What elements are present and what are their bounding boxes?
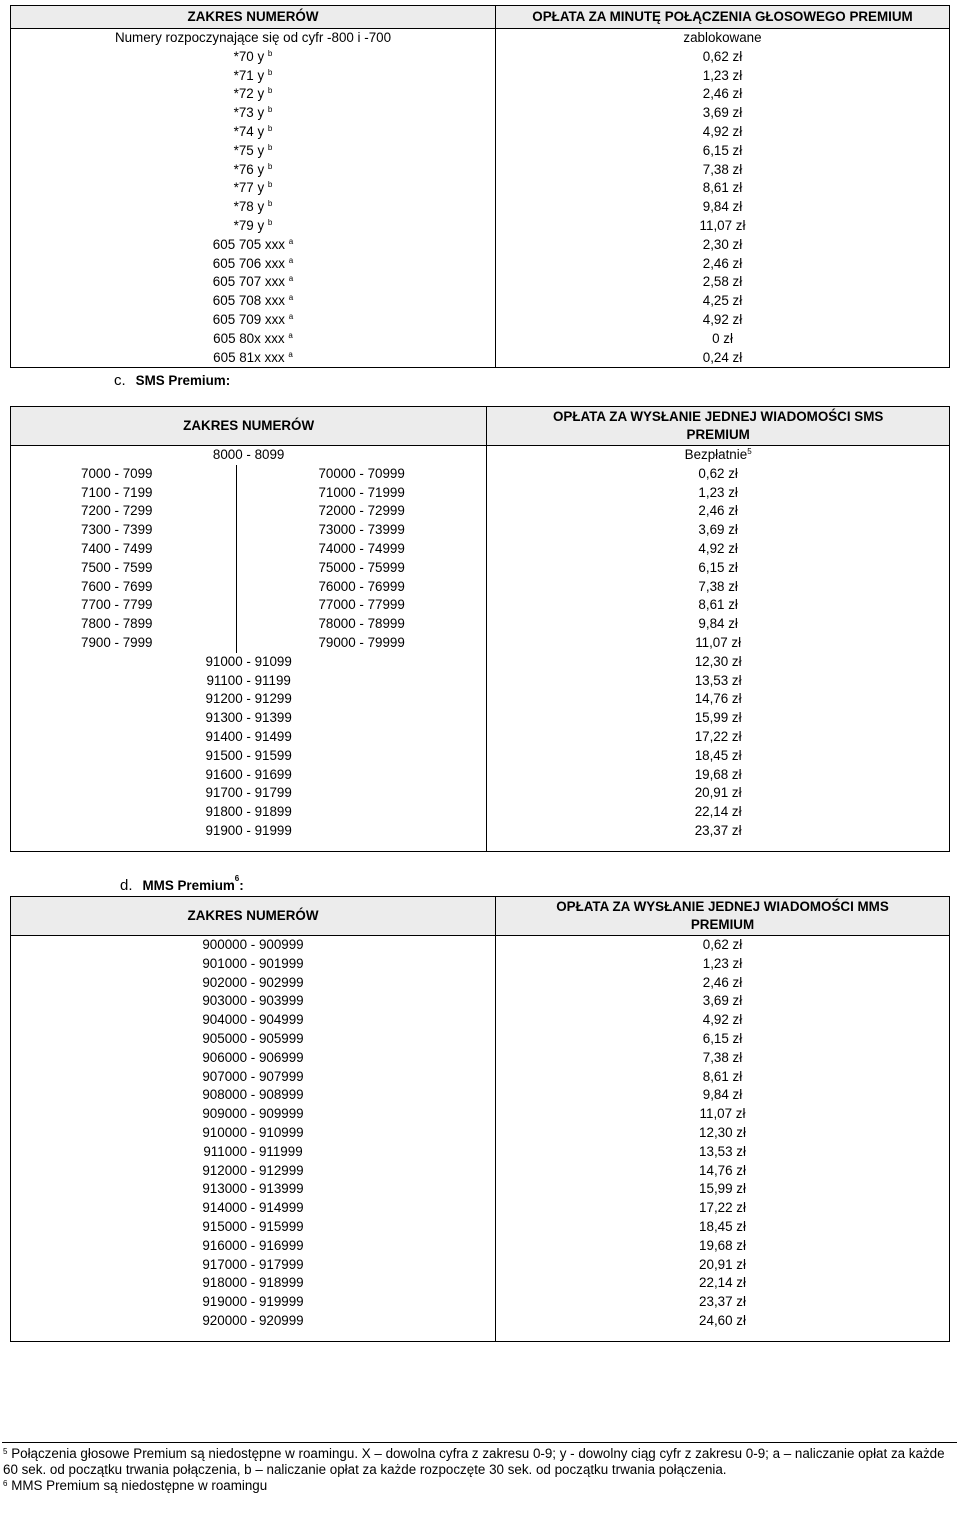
sms-range: 91900 - 91999 [205, 822, 292, 838]
sms-header-range: ZAKRES NUMERÓW [11, 407, 487, 446]
table-row [11, 1180, 950, 1199]
mms-table-header [11, 897, 950, 936]
voice-range-mark: b [267, 48, 273, 58]
voice-fee: 7,38 zł [496, 161, 950, 180]
table-row [11, 1256, 950, 1275]
table-row [11, 1218, 950, 1237]
sms-free-fee: Bezpłatnie [684, 447, 748, 462]
mms-range: 918000 - 918999 [202, 1275, 304, 1291]
mms-title-footnote-mark: 6 [234, 874, 240, 883]
table-row [11, 311, 950, 330]
sms-range: 91200 - 91299 [205, 691, 292, 707]
table-row [11, 104, 950, 123]
mms-fee: 9,84 zł [496, 1086, 950, 1105]
table-row [11, 1312, 950, 1331]
voice-fee: 3,69 zł [496, 104, 950, 123]
table-row [11, 1162, 950, 1181]
mms-range: 908000 - 908999 [202, 1087, 304, 1103]
sms-long-range: 78000 - 78999 [237, 615, 487, 634]
footnote-5-mark: 5 [3, 1447, 8, 1456]
voice-range-cell [11, 330, 496, 349]
voice-range-cell [11, 255, 496, 274]
voice-range-cell [11, 161, 496, 180]
mms-range: 919000 - 919999 [202, 1294, 304, 1310]
sms-short-range: 7300 - 7399 [81, 522, 153, 538]
voice-fee: 8,61 zł [496, 179, 950, 198]
voice-range: 605 706 xxx [212, 255, 286, 271]
table-row [11, 29, 950, 48]
table-row [11, 559, 950, 578]
voice-range-mark: b [267, 105, 273, 115]
mms-fee: 4,92 zł [496, 1011, 950, 1030]
sms-short-range: 7000 - 7099 [81, 465, 153, 481]
sms-fee: 11,07 zł [487, 634, 950, 653]
table-row [11, 330, 950, 349]
table-row [11, 1049, 950, 1068]
mms-fee: 0,62 zł [496, 936, 950, 955]
mms-fee: 13,53 zł [496, 1143, 950, 1162]
mms-fee: 24,60 zł [496, 1312, 950, 1331]
table-row [11, 1199, 950, 1218]
sms-short-range: 7100 - 7199 [81, 484, 153, 500]
table-row [11, 446, 950, 465]
sms-long-range: 72000 - 72999 [237, 502, 487, 521]
mms-section-title: MMS Premium [142, 878, 235, 893]
voice-range-cell [11, 236, 496, 255]
voice-range: *74 y [233, 123, 265, 139]
table-row [11, 672, 950, 691]
table-row [11, 955, 950, 974]
mms-fee: 20,91 zł [496, 1256, 950, 1275]
table-row [11, 273, 950, 292]
voice-range-mark: a [288, 255, 294, 265]
sms-short-range: 7500 - 7599 [81, 559, 153, 575]
sms-long-range: 77000 - 77999 [237, 596, 487, 615]
mms-range: 906000 - 906999 [202, 1049, 304, 1065]
table-row [11, 1068, 950, 1087]
table-row [11, 1105, 950, 1124]
voice-range-cell [11, 311, 496, 330]
voice-fee: 0 zł [496, 330, 950, 349]
voice-premium-table [10, 5, 950, 368]
voice-fee: 11,07 zł [496, 217, 950, 236]
voice-range: 605 707 xxx [212, 274, 286, 290]
table-row [11, 292, 950, 311]
sms-fee: 17,22 zł [487, 728, 950, 747]
voice-range-mark: b [267, 123, 273, 133]
mms-range: 903000 - 903999 [202, 993, 304, 1009]
spacer-cell [496, 1331, 950, 1342]
voice-fee: zablokowane [496, 29, 950, 48]
mms-range: 911000 - 911999 [203, 1143, 303, 1159]
voice-range-mark: a [288, 293, 294, 303]
table-row [11, 161, 950, 180]
mms-range: 900000 - 900999 [202, 937, 304, 952]
table-row [11, 803, 950, 822]
sms-long-range: 79000 - 79999 [237, 634, 487, 653]
mms-range: 907000 - 907999 [202, 1068, 304, 1084]
voice-header-fee: OPŁATA ZA MINUTĘ POŁĄCZENIA GŁOSOWEGO PREMIUM [496, 6, 950, 29]
sms-fee: 22,14 zł [487, 803, 950, 822]
mms-title-colon: : [239, 878, 244, 893]
voice-fee: 2,46 zł [496, 255, 950, 274]
voice-range-mark: a [288, 330, 293, 340]
voice-fee: 4,92 zł [496, 311, 950, 330]
table-row [11, 217, 950, 236]
sms-range: 91400 - 91499 [205, 728, 292, 744]
sms-short-range: 7700 - 7799 [81, 597, 153, 613]
voice-fee: 6,15 zł [496, 142, 950, 161]
mms-range: 917000 - 917999 [202, 1256, 304, 1272]
table-row [11, 992, 950, 1011]
voice-fee: 9,84 zł [496, 198, 950, 217]
table-row-spacer [11, 1331, 950, 1342]
sms-fee: 2,46 zł [487, 502, 950, 521]
mms-range: 915000 - 915999 [202, 1218, 304, 1234]
voice-range: *73 y [233, 105, 265, 121]
sms-table-header [11, 407, 950, 446]
voice-range-cell [11, 104, 496, 123]
sms-range: 91700 - 91799 [205, 785, 292, 801]
table-row [11, 1030, 950, 1049]
table-row [11, 465, 950, 484]
sms-short-range: 7200 - 7299 [81, 503, 153, 519]
voice-range-cell [11, 179, 496, 198]
sms-short-range: 7400 - 7499 [81, 540, 153, 556]
mms-fee: 18,45 zł [496, 1218, 950, 1237]
mms-fee: 6,15 zł [496, 1030, 950, 1049]
mms-range: 902000 - 902999 [202, 974, 304, 990]
voice-range-cell [11, 67, 496, 86]
table-row [11, 236, 950, 255]
voice-range-mark: b [267, 161, 273, 171]
voice-range: *72 y [233, 86, 265, 102]
table-row [11, 974, 950, 993]
sms-fee: 4,92 zł [487, 540, 950, 559]
mms-fee: 3,69 zł [496, 992, 950, 1011]
table-row [11, 747, 950, 766]
mms-range: 912000 - 912999 [202, 1162, 304, 1178]
sms-long-range: 73000 - 73999 [237, 521, 487, 540]
sms-fee: 7,38 zł [487, 578, 950, 597]
sms-range: 91800 - 91899 [205, 804, 292, 820]
table-row [11, 936, 950, 955]
voice-range: *71 y [233, 67, 265, 83]
voice-range-mark: a [288, 274, 294, 284]
table-row [11, 1274, 950, 1293]
footnote-divider [2, 1442, 957, 1443]
sms-fee: 6,15 zł [487, 559, 950, 578]
voice-range: Numery rozpoczynające się od cyfr -800 i -700 [114, 30, 392, 45]
table-row-spacer [11, 841, 950, 852]
footnotes [3, 1446, 953, 1494]
sms-fee: 9,84 zł [487, 615, 950, 634]
voice-range: *75 y [233, 142, 265, 158]
sms-range: 91500 - 91599 [205, 747, 292, 763]
footnote-6-mark: 6 [3, 1479, 8, 1488]
mms-range: 913000 - 913999 [202, 1181, 304, 1197]
table-row [11, 349, 950, 368]
voice-range-mark: b [267, 199, 273, 209]
table-row [11, 690, 950, 709]
sms-long-range: 76000 - 76999 [237, 578, 487, 597]
mms-fee: 2,46 zł [496, 974, 950, 993]
sms-long-range: 71000 - 71999 [237, 484, 487, 503]
voice-range-cell [11, 292, 496, 311]
mms-range: 914000 - 914999 [202, 1200, 304, 1216]
mms-range: 910000 - 910999 [202, 1124, 304, 1140]
table-row [11, 709, 950, 728]
voice-header-range: ZAKRES NUMERÓW [11, 6, 496, 29]
voice-range: *77 y [233, 180, 265, 196]
table-row [11, 540, 950, 559]
voice-range-cell [11, 29, 496, 48]
sms-fee: 20,91 zł [487, 784, 950, 803]
sms-section-letter: c. [114, 372, 126, 389]
mms-fee: 17,22 zł [496, 1199, 950, 1218]
mms-range: 905000 - 905999 [202, 1030, 304, 1046]
table-row [11, 67, 950, 86]
table-row [11, 502, 950, 521]
mms-range: 901000 - 901999 [202, 955, 304, 971]
mms-fee: 23,37 zł [496, 1293, 950, 1312]
table-row [11, 822, 950, 841]
table-row [11, 85, 950, 104]
table-row [11, 48, 950, 67]
voice-fee: 4,92 zł [496, 123, 950, 142]
mms-fee: 19,68 zł [496, 1237, 950, 1256]
voice-fee: 0,62 zł [496, 48, 950, 67]
sms-fee: 15,99 zł [487, 709, 950, 728]
sms-long-range: 74000 - 74999 [237, 540, 487, 559]
voice-range-cell [11, 198, 496, 217]
sms-short-range: 7600 - 7699 [81, 578, 153, 594]
voice-range-cell [11, 217, 496, 236]
table-row [11, 728, 950, 747]
voice-table-header [11, 6, 950, 29]
spacer-cell [11, 1331, 496, 1342]
footnote-6 [3, 1478, 953, 1494]
mms-range: 916000 - 916999 [202, 1237, 304, 1253]
voice-range-mark: a [288, 236, 294, 246]
mms-fee: 22,14 zł [496, 1274, 950, 1293]
table-row [11, 615, 950, 634]
voice-range-mark: a [288, 349, 293, 359]
table-row [11, 1237, 950, 1256]
mms-fee: 8,61 zł [496, 1068, 950, 1087]
table-row [11, 653, 950, 672]
voice-range-cell [11, 48, 496, 67]
voice-range-cell [11, 273, 496, 292]
voice-range-mark: a [288, 311, 294, 321]
spacer-cell [487, 841, 950, 852]
voice-range-mark: b [267, 67, 273, 77]
voice-range: 605 705 xxx [212, 236, 286, 252]
sms-long-range: 75000 - 75999 [237, 559, 487, 578]
voice-fee: 2,30 zł [496, 236, 950, 255]
sms-fee: 3,69 zł [487, 521, 950, 540]
table-row [11, 766, 950, 785]
voice-fee: 1,23 zł [496, 67, 950, 86]
sms-fee: 14,76 zł [487, 690, 950, 709]
sms-range: 91600 - 91699 [205, 766, 292, 782]
mms-range: 920000 - 920999 [202, 1312, 304, 1328]
mms-fee: 12,30 zł [496, 1124, 950, 1143]
mms-section-label [120, 874, 244, 894]
mms-table-body [11, 936, 950, 1342]
table-row [11, 1124, 950, 1143]
voice-range-cell [11, 349, 496, 368]
voice-fee: 0,24 zł [496, 349, 950, 368]
voice-range-cell [11, 85, 496, 104]
sms-fee: 18,45 zł [487, 747, 950, 766]
table-row [11, 179, 950, 198]
footnote-6-text: MMS Premium są niedostępne w roamingu [11, 1478, 268, 1493]
footnote-5 [3, 1446, 953, 1478]
voice-range: 605 81x xxx [213, 349, 285, 365]
mms-fee: 14,76 zł [496, 1162, 950, 1181]
mms-header-range: ZAKRES NUMERÓW [11, 897, 496, 936]
spacer-cell [11, 841, 487, 852]
footnote-5-text: Połączenia głosowe Premium są niedostępne w roamingu. X – dowolna cyfra z zakresu 0-9; y - dowolny ciąg cyfr z zakresu 0-9; a – naliczanie opłat za każde 60 sek. od początku trwania połączenia, b – naliczanie opłat za każde rozpoczęte 30 sek. od początku trwania połączenia. [3, 1446, 945, 1477]
mms-range: 904000 - 904999 [202, 1012, 304, 1028]
table-row [11, 484, 950, 503]
mms-fee: 15,99 zł [496, 1180, 950, 1199]
mms-fee: 1,23 zł [496, 955, 950, 974]
mms-section-letter: d. [120, 877, 133, 894]
sms-fee: 0,62 zł [487, 465, 950, 484]
voice-fee: 4,25 zł [496, 292, 950, 311]
mms-fee: 11,07 zł [496, 1105, 950, 1124]
table-row [11, 1143, 950, 1162]
sms-fee: 23,37 zł [487, 822, 950, 841]
sms-table-body [11, 446, 950, 852]
mms-header-fee: OPŁATA ZA WYSŁANIE JEDNEJ WIADOMOŚCI MMS PREMIUM [496, 897, 950, 936]
voice-range: *78 y [233, 199, 265, 215]
table-row [11, 521, 950, 540]
table-row [11, 1086, 950, 1105]
sms-premium-table [10, 406, 950, 852]
mms-range: 909000 - 909999 [202, 1106, 304, 1122]
voice-table-body [11, 29, 950, 368]
sms-free-range: 8000 - 8099 [212, 447, 285, 462]
sms-range: 91000 - 91099 [205, 653, 292, 669]
voice-range: 605 708 xxx [212, 293, 286, 309]
sms-free-fee-cell [487, 446, 950, 465]
table-row [11, 142, 950, 161]
voice-range-mark: b [267, 180, 273, 190]
sms-range: 91300 - 91399 [205, 710, 292, 726]
table-row [11, 1011, 950, 1030]
sms-range: 91100 - 91199 [206, 672, 291, 688]
voice-range-cell [11, 142, 496, 161]
sms-fee: 19,68 zł [487, 766, 950, 785]
table-row [11, 255, 950, 274]
voice-range: 605 709 xxx [212, 311, 286, 327]
voice-fee: 2,58 zł [496, 273, 950, 292]
sms-header-fee: OPŁATA ZA WYSŁANIE JEDNEJ WIADOMOŚCI SMS PREMIUM [487, 407, 950, 446]
table-row [11, 596, 950, 615]
mms-fee: 7,38 zł [496, 1049, 950, 1068]
sms-section-title: SMS Premium: [135, 373, 231, 388]
sms-short-range: 7800 - 7899 [81, 616, 153, 632]
voice-range: *76 y [233, 161, 265, 177]
sms-section-label [114, 372, 230, 389]
voice-range: *79 y [233, 217, 265, 233]
sms-short-range: 7900 - 7999 [81, 634, 153, 650]
voice-range-cell [11, 123, 496, 142]
sms-free-footnote-mark: 5 [747, 447, 752, 456]
voice-range: *70 y [233, 48, 265, 64]
sms-fee: 13,53 zł [487, 672, 950, 691]
table-row [11, 1293, 950, 1312]
mms-premium-table [10, 896, 950, 1342]
voice-range: 605 80x xxx [213, 330, 285, 346]
table-row [11, 123, 950, 142]
voice-range-mark: b [267, 86, 273, 96]
voice-range-mark: b [267, 142, 273, 152]
sms-long-range: 70000 - 70999 [237, 465, 487, 484]
table-row [11, 198, 950, 217]
voice-fee: 2,46 zł [496, 85, 950, 104]
table-row [11, 578, 950, 597]
sms-fee: 12,30 zł [487, 653, 950, 672]
table-row [11, 634, 950, 653]
table-row [11, 784, 950, 803]
sms-fee: 1,23 zł [487, 484, 950, 503]
voice-range-mark: b [267, 217, 273, 227]
sms-fee: 8,61 zł [487, 596, 950, 615]
